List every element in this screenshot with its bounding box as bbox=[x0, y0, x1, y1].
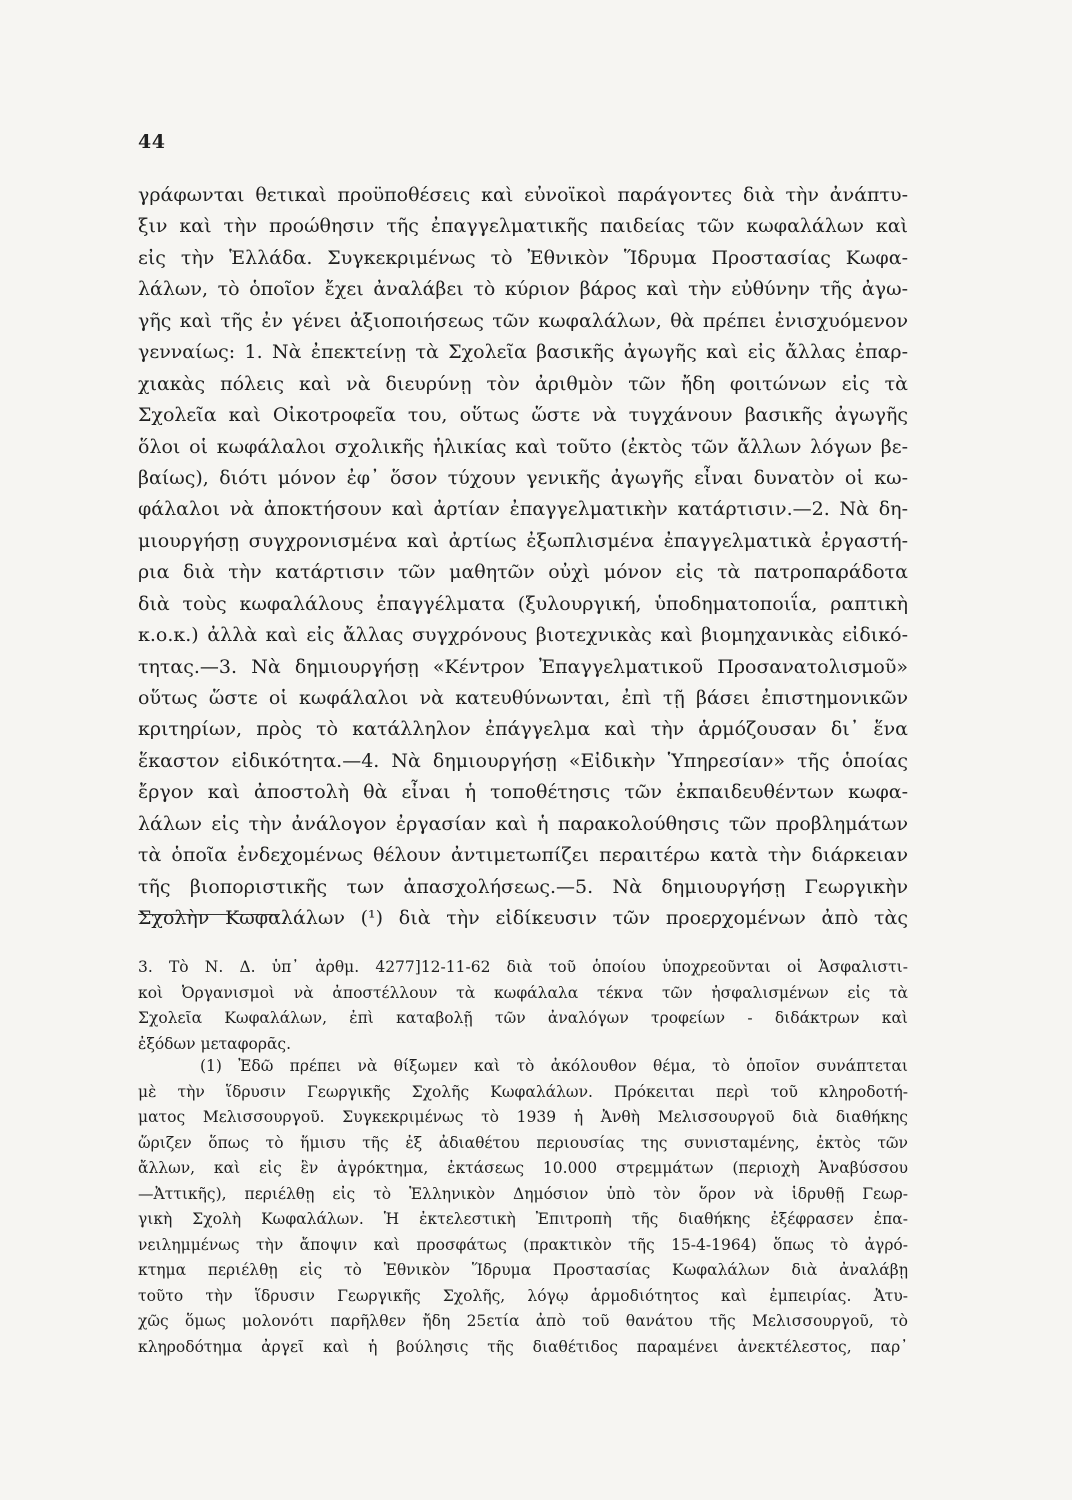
page-number: 44 bbox=[138, 131, 166, 153]
main-text-line: εἰς τὴν Ἑλλάδα. Συγκεκριμένως τὸ Ἐθνικὸν Ἵδρυμα Προστασίας Κωφα- bbox=[138, 246, 908, 269]
footnote-line: τοῦτο τὴν ἵδρυσιν Γεωργικῆς Σχολῆς, λόγῳ ἁρμοδιότητος καὶ ἐμπειρίας. Ἀτυ- bbox=[138, 1286, 908, 1305]
footnote-line: ὥριζεν ὅπως τὸ ἥμισυ τῆς ἐξ ἀδιαθέτου περιουσίας της συνισταμένης, ἐκτὸς τῶν bbox=[138, 1133, 908, 1152]
footnote-line: κτημα περιέλθῃ εἰς τὸ Ἐθνικὸν Ἵδρυμα Προστασίας Κωφαλάλων διὰ ἀναλάβῃ bbox=[138, 1261, 908, 1279]
footnote-line: νειλημμένως τὴν ἄποψιν καὶ προσφάτως (πρακτικὸν τῆς 15-4-1964) ὅπως τὸ ἀγρό- bbox=[138, 1235, 908, 1254]
main-text-line: χιακὰς πόλεις καὶ νὰ διευρύνῃ τὸν ἀριθμὸν τῶν ἤδη φοιτώνων εἰς τὰ bbox=[138, 372, 908, 395]
main-text-line: φάλαλοι νὰ ἀποκτήσουν καὶ ἀρτίαν ἐπαγγελματικὴν κατάρτισιν.—2. Νὰ δη- bbox=[138, 498, 908, 521]
main-text-line: λάλων εἰς τὴν ἀνάλογον ἐργασίαν καὶ ἡ παρακολούθησις τῶν προβλημάτων bbox=[138, 812, 908, 835]
main-text-line: γενναίως: 1. Νὰ ἐπεκτείνῃ τὰ Σχολεῖα βασικῆς ἀγωγῆς καὶ εἰς ἄλλας ἐπαρ- bbox=[138, 341, 908, 364]
footnote-1 bbox=[138, 1054, 908, 1360]
main-text-line: κριτηρίων, πρὸς τὸ κατάλληλον ἐπάγγελμα καὶ τὴν ἁρμόζουσαν δι᾽ ἕνα bbox=[138, 718, 908, 741]
main-text-line: ἕκαστον εἰδικότητα.—4. Νὰ δημιουργήσῃ «Εἰδικὴν Ὑπηρεσίαν» τῆς ὁποίας bbox=[138, 749, 908, 772]
main-text-line: ρια διὰ τὴν κατάρτισιν τῶν μαθητῶν οὐχὶ μόνον εἰς τὰ πατροπαράδοτα bbox=[138, 561, 908, 584]
main-text-line: κ.ο.κ.) ἀλλὰ καὶ εἰς ἄλλας συγχρόνους βιοτεχνικὰς καὶ βιομηχανικὰς εἰδικό- bbox=[138, 624, 908, 647]
main-text-line: τὰ ὁποῖα ἐνδεχομένως θέλουν ἀντιμετωπίζει περαιτέρω κατὰ τὴν διάρκειαν bbox=[138, 844, 908, 867]
main-text-line: οὕτως ὥστε οἱ κωφάλαλοι νὰ κατευθύνωνται, ἐπὶ τῇ βάσει ἐπιστημονικῶν bbox=[138, 687, 908, 709]
footnote-3 bbox=[138, 955, 908, 1057]
footnote-line: χῶς ὅμως μολονότι παρῆλθεν ἤδη 25ετία ἀπὸ τοῦ θανάτου τῆς Μελισσουργοῦ, τὸ bbox=[138, 1312, 908, 1330]
main-text-line: βαίως), διότι μόνον ἐφ᾽ ὅσον τύχουν γενικῆς ἀγωγῆς εἶναι δυνατὸν οἱ κω- bbox=[138, 466, 908, 489]
footnote-line: 3. Τὸ Ν. Δ. ὑπ᾽ ἀρθμ. 4277]12-11-62 διὰ τοῦ ὁποίου ὑποχρεοῦνται οἱ Ἀσφαλιστι- bbox=[138, 958, 908, 976]
footnote-line: κληροδότημα ἀργεῖ καὶ ἡ βούλησις τῆς διαθέτιδος παραμένει ἀνεκτέλεστος, παρ᾽ bbox=[138, 1337, 908, 1356]
main-text-line: ὅλοι οἱ κωφάλαλοι σχολικῆς ἡλικίας καὶ τοῦτο (ἐκτὸς τῶν ἄλλων λόγων βε- bbox=[138, 435, 908, 458]
main-text-line: ἔργον καὶ ἀποστολὴ θὰ εἶναι ἡ τοποθέτησις τῶν ἐκπαιδευθέντων κωφα- bbox=[138, 781, 908, 804]
main-text-line: τῆς βιοποριστικῆς των ἀπασχολήσεως.—5. Νὰ δημιουργήσῃ Γεωργικὴν bbox=[138, 875, 908, 898]
footnote-line: ματος Μελισσουργοῦ. Συγκεκριμένως τὸ 1939 ἡ Ἀνθὴ Μελισσουργοῦ διὰ διαθήκης bbox=[138, 1108, 908, 1126]
footnote-line: (1) Ἐδῶ πρέπει νὰ θίξωμεν καὶ τὸ ἀκόλουθον θέμα, τὸ ὁποῖον συνάπτεται bbox=[200, 1057, 908, 1075]
main-text-line: τητας.—3. Νὰ δημιουργήσῃ «Κέντρον Ἐπαγγελματικοῦ Προσανατολισμοῦ» bbox=[138, 655, 908, 678]
main-text-line: γράφωνται θετικαὶ προϋποθέσεις καὶ εὐνοϊκοὶ παράγοντες διὰ τὴν ἀνάπτυ- bbox=[138, 184, 908, 206]
main-text-line: Σχολεῖα καὶ Οἰκοτροφεῖα του, οὕτως ὥστε νὰ τυγχάνουν βασικῆς ἀγωγῆς bbox=[138, 404, 908, 427]
main-text-line: γῆς καὶ τῆς ἐν γένει ἀξιοποιήσεως τῶν κωφαλάλων, θὰ πρέπει ἐνισχυόμενον bbox=[138, 309, 908, 332]
footnote-line: μὲ τὴν ἵδρυσιν Γεωργικῆς Σχολῆς Κωφαλάλων. Πρόκειται περὶ τοῦ κληροδοτή- bbox=[138, 1082, 908, 1101]
footnote-line: —Ἀττικῆς), περιέλθῃ εἰς τὸ Ἑλληνικὸν Δημόσιον ὑπὸ τὸν ὅρον νὰ ἱδρυθῇ Γεωρ- bbox=[138, 1184, 908, 1203]
main-text-line: διὰ τοὺς κωφαλάλους ἐπαγγέλματα (ξυλουργική, ὑποδηματοποιΐα, ραπτικὴ bbox=[138, 592, 908, 615]
footnote-line: ἄλλων, καὶ εἰς ἓν ἀγρόκτημα, ἐκτάσεως 10.000 στρεμμάτων (περιοχὴ Ἀναβύσσου bbox=[138, 1159, 908, 1177]
main-text-line: Σχολὴν Κωφαλάλων (¹) διὰ τὴν εἰδίκευσιν τῶν προερχομένων ἀπὸ τὰς bbox=[138, 907, 908, 930]
main-text-line: λάλων, τὸ ὁποῖον ἔχει ἀναλάβει τὸ κύριον βάρος καὶ τὴν εὐθύνην τῆς ἀγω- bbox=[138, 278, 908, 301]
main-text bbox=[138, 180, 908, 935]
footnote-line: Σχολεῖα Κωφαλάλων, ἐπὶ καταβολῇ τῶν ἀναλόγων τροφείων - διδάκτρων καὶ bbox=[138, 1009, 908, 1027]
main-text-line: ξιν καὶ τὴν προώθησιν τῆς ἐπαγγελματικῆς παιδείας τῶν κωφαλάλων καὶ bbox=[138, 215, 908, 238]
footnote-separator bbox=[138, 914, 280, 915]
footnote-line: ἐξόδων μεταφορᾶς. bbox=[138, 1034, 292, 1053]
main-text-line: μιουργήσῃ συγχρονισμένα καὶ ἀρτίως ἐξωπλισμένα ἐπαγγελματικὰ ἐργαστή- bbox=[138, 529, 908, 552]
footnote-line: κοὶ Ὀργανισμοὶ νὰ ἀποστέλλουν τὰ κωφάλαλα τέκνα τῶν ἠσφαλισμένων εἰς τὰ bbox=[138, 983, 908, 1002]
footnote-line: γικὴ Σχολὴ Κωφαλάλων. Ἡ ἐκτελεστικὴ Ἐπιτροπὴ τῆς διαθήκης ἐξέφρασεν ἐπα- bbox=[138, 1210, 908, 1228]
